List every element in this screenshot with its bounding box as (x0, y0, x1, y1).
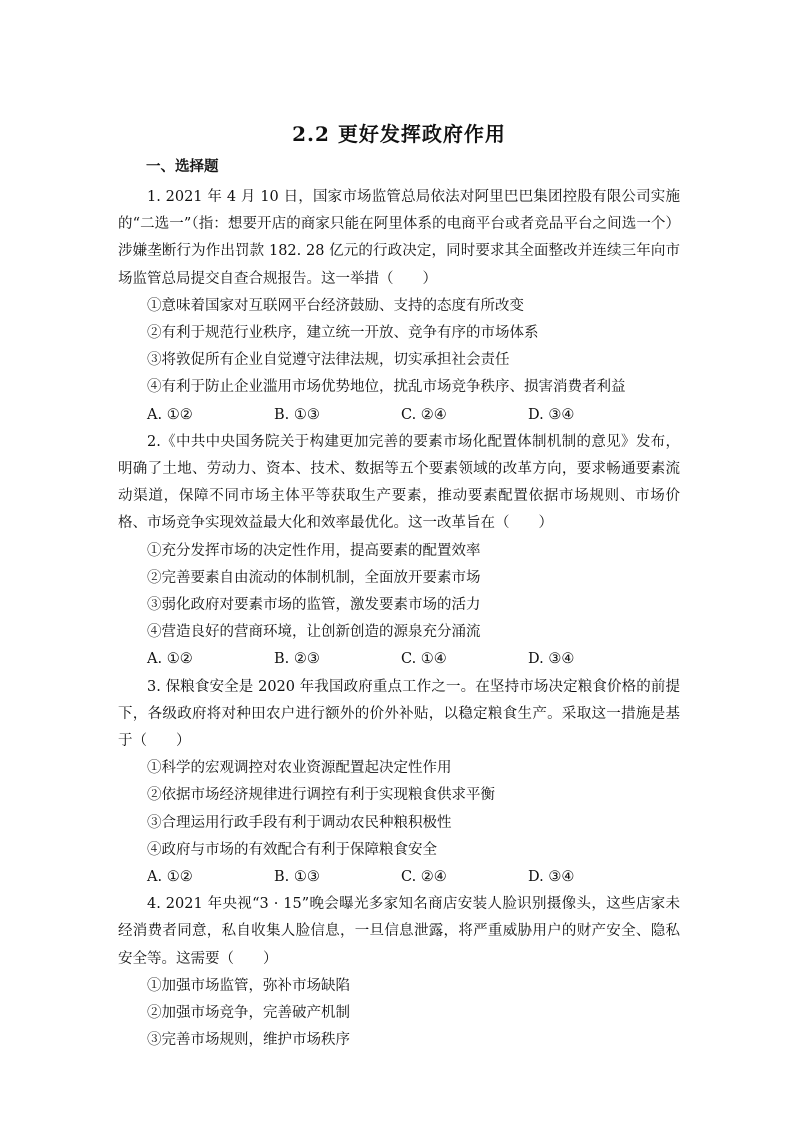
question-text: 2.《中共中央国务院关于构建更加完善的要素市场化配置体制机制的意见》发布，明确了土地、劳动力、资本、技术、数据等五个要素领域的改革方向，要求畅通要素流动渠道，保障不同市场主体平等获取生产要素，推动要素配置依据市场规则、市场价格、市场竞争实现效益最大化和效率最优化。这一改革旨在（ ） (118, 433, 680, 532)
statement-item: ②完善要素自由流动的体制机制，全面放开要素市场 (147, 569, 481, 586)
statement-item: ②加强市场竞争，完善破产机制 (147, 1005, 350, 1022)
statement-item: ④政府与市场的有效配合有利于保障粮食安全 (147, 841, 437, 858)
choice-b: B. ①③ (274, 869, 320, 886)
answer-choices (118, 864, 680, 891)
section-heading: 一、选择题 (146, 159, 219, 175)
statement-item: ②依据市场经济规律进行调控有利于实现粮食供求平衡 (147, 787, 495, 804)
statement-item: ③弱化政府对要素市场的监管，激发要素市场的活力 (147, 597, 481, 614)
choice-d: D. ③④ (528, 869, 575, 886)
question-text: 3. 保粮食安全是 2020 年我国政府重点工作之一。在坚持市场决定粮食价格的前提下，各级政府将对种田农户进行额外的价外补贴，以稳定粮食生产。采取这一措施是基于（ ） (118, 678, 680, 750)
statement-item: ①科学的宏观调控对农业资源配置起决定性作用 (147, 760, 452, 777)
choice-b: B. ②③ (274, 651, 320, 668)
choice-c: C. ②④ (401, 406, 447, 423)
choice-a: A. ①② (147, 869, 193, 886)
choice-b: B. ①③ (274, 406, 320, 423)
page-title: 2.2 更好发挥政府作用 (292, 122, 506, 146)
question-4 (118, 891, 680, 1054)
question-3 (118, 674, 680, 892)
choice-d: D. ③④ (528, 406, 575, 423)
choice-c: C. ②④ (401, 869, 447, 886)
statement-item: ③合理运用行政手段有利于调动农民种粮积极性 (147, 814, 452, 831)
statement-item: ②有利于规范行业秩序，建立统一开放、竞争有序的市场体系 (147, 325, 539, 342)
statement-item: ①加强市场监管，弥补市场缺陷 (147, 977, 350, 994)
statement-item: ①充分发挥市场的决定性作用，提高要素的配置效率 (147, 542, 481, 559)
choice-c: C. ①④ (401, 651, 447, 668)
question-2 (118, 429, 680, 674)
statement-item: ①意味着国家对互联网平台经济鼓励、支持的态度有所改变 (147, 297, 524, 314)
question-text: 1. 2021 年 4 月 10 日，国家市场监管总局依法对阿里巴巴集团控股有限公司实施的“二选一”（指：想要开店的商家只能在阿里体系的电商平台或者竞品平台之间选一个）涉嫌垄断行为作出罚款 182. 28 亿元的行政决定，同时要求其全面整改并连续三年向市场监管总局提交自查合规报告。这一举措（ ） (118, 189, 680, 287)
question-text: 4. 2021 年央视“3 · 15”晚会曝光多家知名商店安装人脸识别摄像头，这些店家未经消费者同意，私自收集人脸信息，一旦信息泄露，将严重威胁用户的财产安全、隐私安全等。这需要（ ） (118, 896, 680, 967)
answer-choices (118, 402, 680, 429)
question-1 (118, 184, 680, 429)
answer-choices (118, 646, 680, 673)
document-page (118, 118, 680, 1055)
statement-item: ③完善市场规则，维护市场秩序 (147, 1032, 350, 1049)
choice-a: A. ①② (147, 406, 193, 423)
statement-item: ③将敦促所有企业自觉遵守法律法规，切实承担社会责任 (147, 352, 510, 369)
choice-a: A. ①② (147, 651, 193, 668)
statement-item: ④有利于防止企业滥用市场优势地位，扰乱市场竞争秩序、损害消费者利益 (147, 379, 626, 396)
statement-item: ④营造良好的营商环境，让创新创造的源泉充分涌流 (147, 624, 481, 641)
choice-d: D. ③④ (528, 651, 575, 668)
